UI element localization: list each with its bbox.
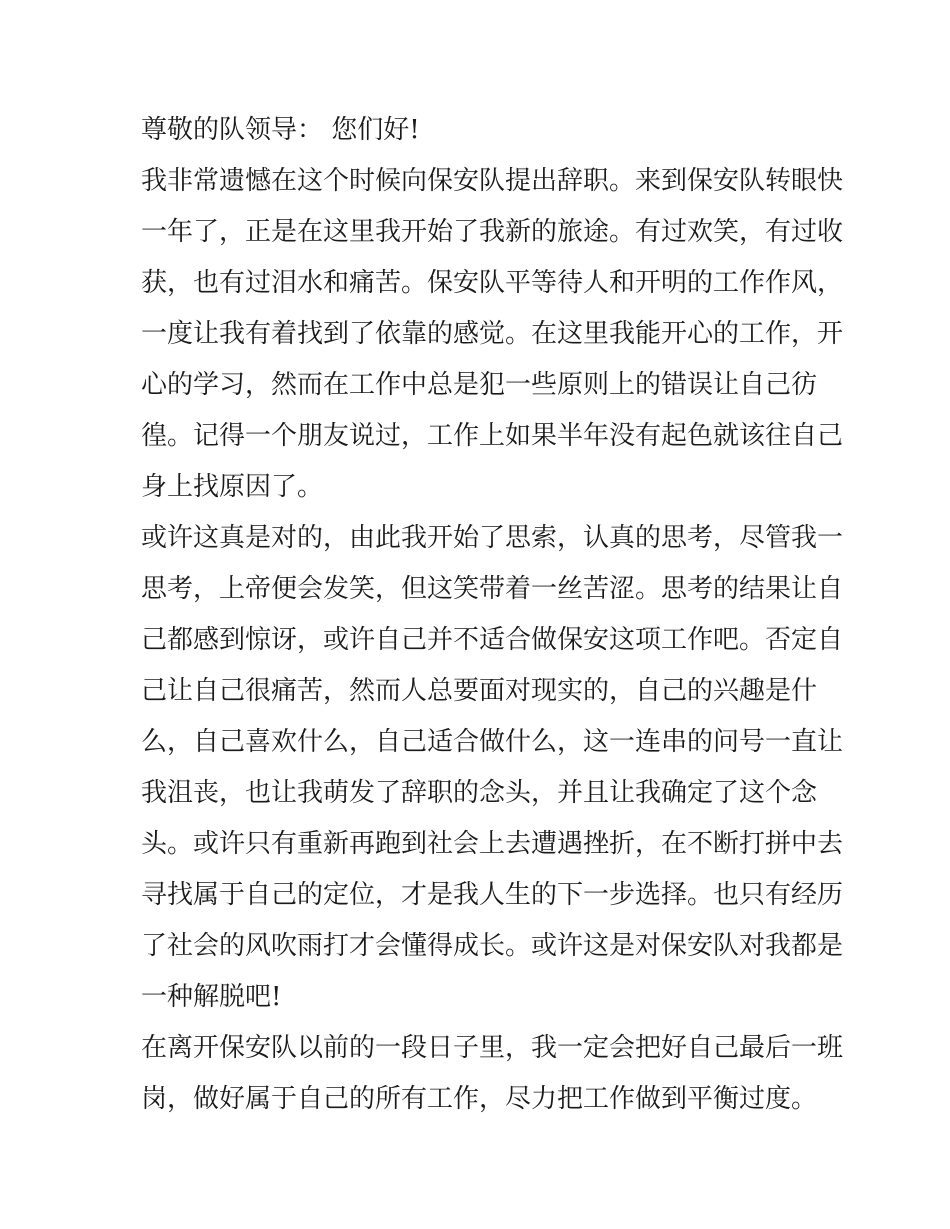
text-line: 岗，做好属于自己的所有工作，尽力把工作做到平衡过度。 xyxy=(141,1084,818,1114)
text-line: 我非常遗憾在这个时候向保安队提出辞职。来到保安队转眼快 xyxy=(141,166,844,196)
text-line: 获，也有过泪水和痛苦。保安队平等待人和开明的工作作风， xyxy=(141,268,844,298)
text-line: 一种解脱吧! xyxy=(141,982,282,1012)
text-line: 己都感到惊讶，或许自己并不适合做保安这项工作吧。否定自 xyxy=(141,625,844,655)
text-line: 一度让我有着找到了依靠的感觉。在这里我能开心的工作，开 xyxy=(141,319,844,349)
text-line: 己让自己很痛苦，然而人总要面对现实的，自己的兴趣是什 xyxy=(141,676,818,706)
text-line: 寻找属于自己的定位，才是我人生的下一步选择。也只有经历 xyxy=(141,880,844,910)
text-line: 身上找原因了。 xyxy=(141,472,324,502)
text-line: 在离开保安队以前的一段日子里，我一定会把好自己最后一班 xyxy=(141,1033,844,1063)
text-line: 思考，上帝便会发笑，但这笑带着一丝苦涩。思考的结果让自 xyxy=(141,574,844,604)
text-line: 一年了，正是在这里我开始了我新的旅途。有过欢笑，有过收 xyxy=(141,217,844,247)
text-line: 么，自己喜欢什么，自己适合做什么，这一连串的问号一直让 xyxy=(141,727,844,757)
greeting-line: 尊敬的队领导： 您们好! xyxy=(141,115,420,145)
text-line: 了社会的风吹雨打才会懂得成长。或许这是对保安队对我都是 xyxy=(141,931,844,961)
text-line: 徨。记得一个朋友说过，工作上如果半年没有起色就该往自己 xyxy=(141,421,844,451)
text-line: 或许这真是对的，由此我开始了思索，认真的思考，尽管我一 xyxy=(141,523,844,553)
text-line: 头。或许只有重新再跑到社会上去遭遇挫折，在不断打拼中去 xyxy=(141,829,844,859)
text-line: 心的学习，然而在工作中总是犯一些原则上的错误让自己彷 xyxy=(141,370,818,400)
text-line: 我沮丧，也让我萌发了辞职的念头，并且让我确定了这个念 xyxy=(141,778,818,808)
